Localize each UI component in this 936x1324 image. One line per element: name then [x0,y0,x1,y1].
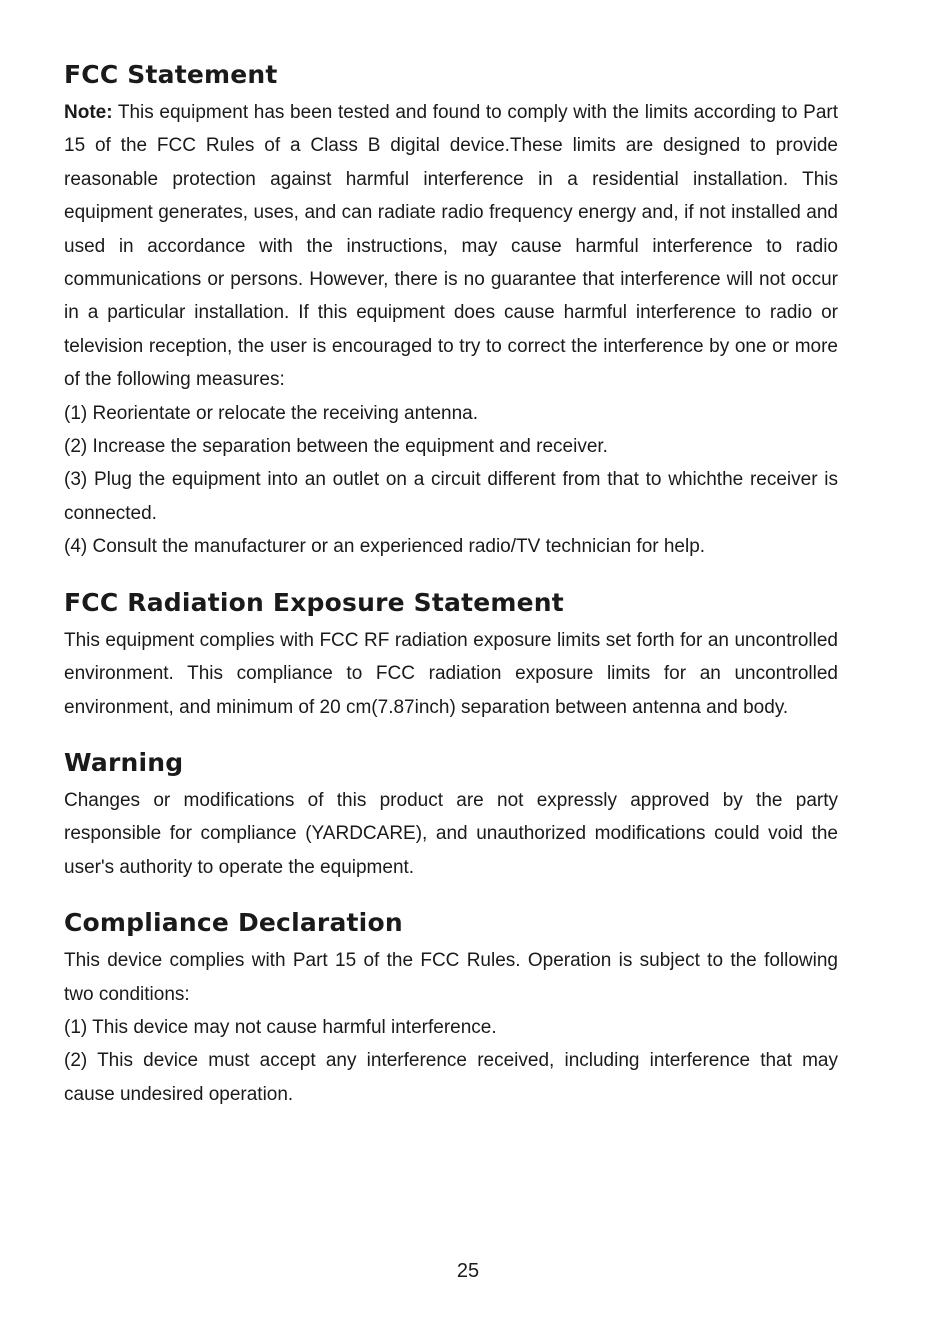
condition-item-2: (2) This device must accept any interference received, including interference that may cause undesired operation. [64,1050,838,1105]
measure-item-3: (3) Plug the equipment into an outlet on a circuit different from that to whichthe receiver is connected. [64,469,838,524]
radiation-exposure-paragraph: This equipment complies with FCC RF radiation exposure limits set forth for an uncontrolled environment. This compliance to FCC radiation exposure limits for an uncontrolled environment, and minimum of 20 cm(7.87inch) separation between antenna and body. [64,629,838,718]
warning-heading: Warning [64,747,184,777]
note-text: This equipment has been tested and found to comply with the limits according to Part 15 of the FCC Rules of a Class B digital device.These limits are designed to provide reasonable protection against harmful interference in a residential installation. This equipment generates, uses, and can radiate radio frequency energy and, if not installed and used in accordance with the instructions, may cause harmful interference to radio communications or persons. However, there is no guarantee that interference will not occur in a particular installation. If this equipment does cause harmful interference to radio or television reception, the user is encouraged to try to correct the interference by one or more of the following measures: [64,102,838,391]
page-number: 25 [456,1260,480,1282]
measure-item-2: (2) Increase the separation between the equipment and receiver. [64,436,608,458]
warning-paragraph: Changes or modifications of this product are not expressly approved by the party responsible for compliance (YARDCARE), and unauthorized modifications could void the user's authority to operate the equipment. [64,789,838,878]
fcc-note-paragraph [64,96,838,397]
section-spacer [64,884,838,906]
measure-item-1: (1) Reorientate or relocate the receiving antenna. [64,402,479,424]
section-spacer [64,724,838,746]
radiation-exposure-section [64,586,838,724]
page-content [64,58,838,1111]
measure-item-4: (4) Consult the manufacturer or an experienced radio/TV technician for help. [64,536,706,558]
compliance-declaration-section [64,906,838,1111]
compliance-paragraph: This device complies with Part 15 of the FCC Rules. Operation is subject to the following two conditions: [64,950,838,1005]
compliance-declaration-heading: Compliance Declaration [64,908,403,938]
condition-item-1: (1) This device may not cause harmful interference. [64,1016,497,1038]
warning-section [64,746,838,884]
fcc-statement-section [64,58,838,564]
note-label: Note: [64,102,113,123]
radiation-exposure-heading: FCC Radiation Exposure Statement [64,587,564,617]
section-spacer [64,564,838,586]
fcc-statement-heading: FCC Statement [64,60,278,89]
